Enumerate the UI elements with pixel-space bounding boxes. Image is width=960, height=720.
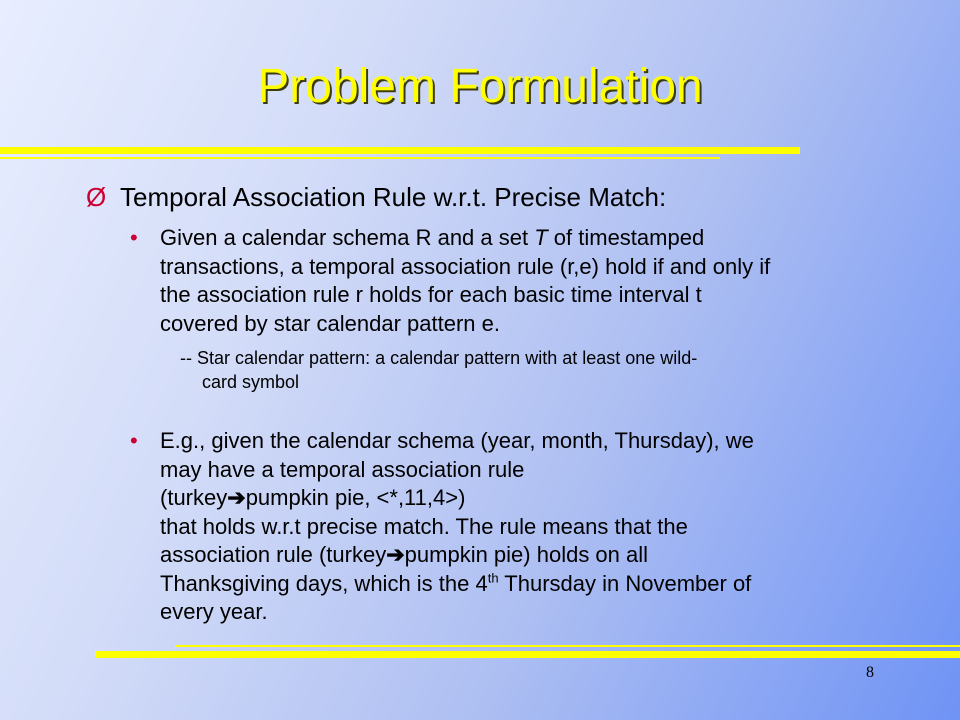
ex-line-1: E.g., given the calendar schema (year, month, Thursday), we (160, 428, 754, 453)
ex-line-5b: pumpkin pie) holds on all (404, 542, 649, 567)
def-line-2: transactions, a temporal association rule (r,e) hold if and only if (160, 253, 771, 279)
ex-line-4: that holds w.r.t precise match. The rule means that the (160, 513, 688, 539)
ex-line-3a: (turkey (160, 485, 228, 510)
star-pattern-note (180, 346, 900, 394)
ex-line-3b: pumpkin pie, <*,11,4>) (245, 485, 466, 510)
def-line-1b: of timestamped (547, 225, 705, 250)
def-symbol-T: T (534, 225, 548, 250)
right-arrow-icon: ➔ (227, 485, 246, 510)
right-arrow-icon: ➔ (386, 542, 405, 567)
bullet-icon: • (130, 428, 138, 453)
arrow-bullet-icon: Ø (86, 182, 107, 212)
example-paragraph (160, 427, 900, 627)
ex-line-5a: association rule (turkey (160, 542, 387, 567)
note-line-2: card symbol (202, 372, 300, 392)
ex-line-6a: Thanksgiving days, which is the 4 (160, 570, 488, 596)
def-line-1a: Given a calendar schema R and a set (160, 225, 535, 250)
main-heading-text: Temporal Association Rule w.r.t. Precise Match: (120, 182, 667, 212)
def-line-4: covered by star calendar pattern e. (160, 310, 500, 336)
slide-title: Problem Formulation (257, 60, 703, 113)
bullet-icon: • (130, 225, 138, 250)
main-heading (86, 180, 666, 214)
definition-paragraph (160, 224, 900, 338)
title-divider-thin (0, 157, 720, 159)
page-number: 8 (866, 664, 874, 681)
footer-divider-thick (95, 651, 960, 658)
note-line-1: -- Star calendar pattern: a calendar pattern with at least one wild- (180, 348, 698, 368)
title-divider-thick (0, 147, 800, 154)
def-line-3: the association rule r holds for each basic time interval t (160, 282, 702, 307)
ordinal-suffix: th (487, 570, 499, 586)
footer-divider-thin (175, 645, 960, 647)
ex-line-7: every year. (160, 599, 268, 624)
ex-line-6b: Thursday in November of (498, 570, 752, 596)
ex-line-2: may have a temporal association rule (160, 456, 525, 482)
